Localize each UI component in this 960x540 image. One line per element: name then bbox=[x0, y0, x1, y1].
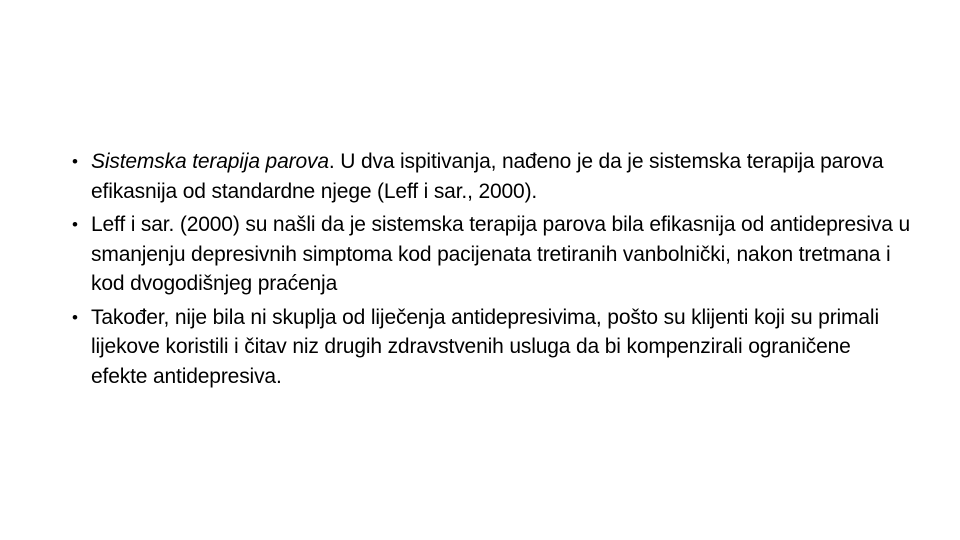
bullet-list bbox=[72, 147, 912, 391]
bullet-item-leff-findings bbox=[72, 210, 912, 299]
bullet-item-systemic-therapy bbox=[72, 147, 912, 206]
bullet-term: Sistemska terapija parova bbox=[91, 150, 329, 173]
bullet-marker: • bbox=[72, 215, 78, 234]
bullet-text: . U dva ispitivanja, nađeno je da je sistemska terapija parova efikasnija od standardne njege (Leff i sar., 2000). bbox=[91, 150, 884, 203]
bullet-marker: • bbox=[72, 307, 78, 327]
bullet-text: Također, nije bila ni skuplja od liječenja antidepresivima, pošto su klijenti koji su primali lijekove koristili i čitav niz drugih zdravstvenih usluga da bi kompenzirali ograničene efekte antidepresiva. bbox=[91, 305, 879, 388]
bullet-text: Leff i sar. (2000) su našli da je sistemska terapija parova bila efikasnija od antidepresiva u smanjenju depresivnih simptoma kod pacijenata tretiranih vanbolnički, nakon tretmana i kod dvogodišnjeg praćenja bbox=[91, 213, 910, 295]
bullet-item-cost bbox=[72, 303, 912, 392]
bullet-marker: • bbox=[72, 152, 78, 171]
